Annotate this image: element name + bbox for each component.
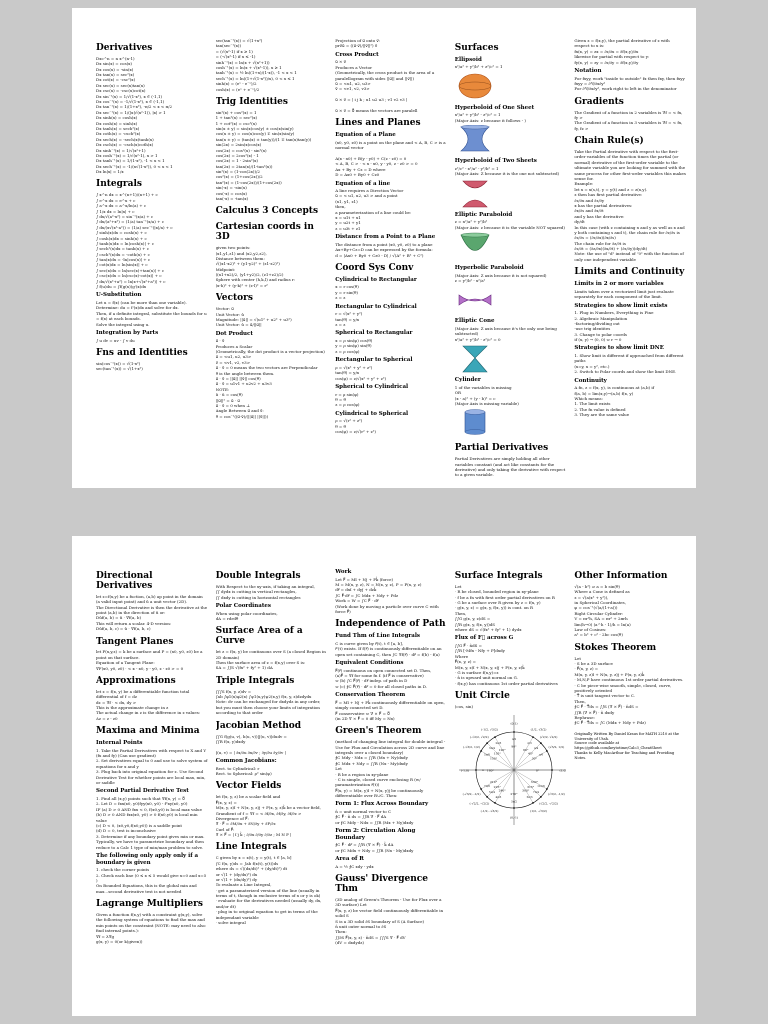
formula-text: C is curve given by r⃗(t), t ∈ [a, b], r⃗'(t) exists. If f(r⃗) is continuously differentiable on an open set containing C, then ∫C ∇f(r⃗) · dr⃗ = f(b) - f(a)	[335, 640, 442, 657]
angle-coordinate-label: (1,0)	[559, 768, 567, 773]
angle-radian-label: 3π/2	[510, 800, 517, 804]
circle-point	[551, 770, 553, 772]
ellipsoid-surface-sketch	[455, 72, 495, 102]
section-title: Green's Theorem	[335, 726, 422, 737]
angle-degree-label: 180°	[486, 768, 494, 773]
angle-coordinate-label: (1/2, -√3/2)	[529, 809, 547, 814]
angle-degree-label: 210°	[489, 780, 497, 785]
subsection-heading: Rectangular to Cylindrical	[335, 303, 417, 310]
circle-point	[513, 808, 515, 810]
formula-text: x = ρ sin(φ) cos(θ) y = ρ sin(φ) sin(θ) z = ρ cos(φ)	[335, 338, 373, 354]
subsection-heading: Ellipsoid	[454, 56, 482, 63]
formula-text: ∫ x^n dx = x^(n+1)/(n+1) + c ∫ e^x dx = e^x + c ∫ a^x dx = a^x/ln(a) + c ∫ 1/x dx = ln|x| + c ∫ dx/√(a²-x²) = sin⁻¹(x/a) + c ∫ dx/(a²+x²) = (1/a) tan⁻¹(x/a) + c ∫ dx/(x√(x²-a²)) = (1/a) sec⁻¹(|x|/a) + c ∫ sinh(x)dx = cosh(x) + c ∫ cosh(x)dx = sinh(x) + c ∫ tanh(x)dx = ln|cosh(x)| + c ∫ sech²(x)dx = tanh(x) + c ∫ csch²(x)dx = -coth(x) + c ∫ tan(x)dx = -ln|cos(x)| + c ∫ cot(x)dx = ln|sin(x)| + c ∫ sec(x)dx = ln|sec(x)+tan(x)| + c ∫ csc(x)dx = ln|csc(x)-cot(x)| + c ∫ dx/√(x²+a²) = ln|x+√(x²+a²)| + c ∫ f(u)du = ∫f(g(x))g'(x)dx	[96, 192, 173, 290]
column	[216, 38, 328, 484]
angle-radian-label: 7π/6	[483, 785, 490, 789]
section-title: Gauss' Divergence Thm	[335, 874, 428, 895]
formula-text: z = x²/a² + y²/b² (Major Axis: z because it is the variable NOT squared)	[454, 219, 565, 230]
section-title: Trig Identities	[215, 96, 288, 107]
angle-degree-label: 225°	[493, 785, 501, 790]
subsection-heading: Dot Product	[215, 330, 253, 337]
hyperboloid-two-surface-sketch	[455, 179, 495, 209]
angle-degree-label: 150°	[489, 756, 497, 761]
subsection-heading: Work	[335, 569, 352, 575]
section-title: Vectors	[215, 293, 253, 304]
angle-coordinate-label: (√2/2, -√2/2)	[539, 801, 558, 806]
circle-point	[494, 737, 496, 739]
angle-radian-label: π/2	[511, 738, 516, 742]
formula-text: Projection of u⃗ onto v⃗: prv⃗u⃗ = ((u⃗·v⃗)/||v⃗||²) v⃗	[335, 38, 381, 49]
formula-text: 1. Take the Partial Derivatives with respect to X and Y (fx and fy) (Can use gradient) 2. Set derivatives equal to 0 and use to solve system of equations for x and y 3. Plug back into original equation for z. Use Second Derivative Test for whether points are local max, min, or saddle	[96, 747, 208, 786]
formula-text: x²/a² + y²/b² + z²/c² = 1	[454, 64, 503, 70]
formula-text: let z = f(x, y) be a differentiable function total differential of f = dz dz = ∇f · < dx, dy > This is the approximate change in z The actual change in z is the difference in z values: Δz = z - z0	[96, 688, 201, 721]
subsection-heading: Equation of a Plane	[335, 132, 396, 139]
formula-text: Let F⃗ = Mî + Nĵ + Pk̂ (force) M = M(x, y, z), N = N(x, y, z), P = P(x, y, z) dr⃗ = dxî + dyĵ + dzk̂ ∫C F⃗·dr⃗ = ∫C Mdx + Ndy + Pdz Work = W = ∫C F⃗ · dr⃗ (Work done by moving a particle over curve C with force F⃗)	[335, 576, 439, 614]
angle-coordinate-label: (-√2/2, -√2/2)	[469, 801, 490, 806]
formula-text: √(a - b²) ⇒ a = b sin(θ) Where a Cone is defined as z = √(a(x² + y²)), in Spherical Coordinates, φ = cos⁻¹(√(a/(1+a))) Right Circular Cylinder: V = πr²h, SA = πr² + 2πrh lim(h→0) (a^h - 1)/h = ln(a) Law of Cosines: a² = b² + c² - 2bc cos(θ)	[574, 583, 631, 638]
formula-text: (Major Axis: Z axis because it is not squared) z = y²/b² - x²/a²	[454, 272, 547, 283]
formula-text: Take the Partial derivative with respect to the first-order variables of the function times the partial (or normal) derivative of the first-order variable to the ultimate variable you are looking for summed with the same process for other first-order variables this makes sense for. Example: let x = x(s,t), y = y(t) and z = z(x,y). z then has first partial derivative: ∂z/∂x and ∂z/∂y x has the partial derivatives: ∂x/∂s and ∂x/∂t and y has the derivative: dy/dt In this case (with z containing x and y as well as x and y both containing s and t), the chain rule for ∂z/∂s is ∂z/∂s = (∂z/∂x)(∂x/∂s) The chain rule for ∂z/∂t is ∂z/∂t = (∂z/∂x)(∂x/∂t) + (∂z/∂y)(dy/dt) Note: the use of "d" instead of "∂" with the function of only one independent variable	[574, 149, 686, 262]
angle-coordinate-label: (√3/2, -1/2)	[547, 792, 565, 797]
angle-degree-label: 270°	[510, 792, 518, 797]
section-title: Other Information	[574, 571, 668, 581]
subsection-heading: Spherical to Rectangular	[335, 330, 413, 337]
cheat-sheet-page-2	[72, 536, 696, 1016]
circle-point	[513, 732, 515, 734]
hyperboloid-two-figure	[455, 179, 567, 209]
subsection-heading: Internal Points	[96, 740, 143, 747]
angle-degree-label: 60°	[522, 748, 529, 753]
column	[335, 38, 447, 484]
subsection-heading: Cylindrical to Rectangular	[335, 276, 417, 283]
hyperboloid-one-surface-sketch	[455, 125, 495, 155]
saddle-surface-sketch	[455, 285, 495, 315]
page-1-columns	[72, 8, 696, 488]
angle-coordinate-label: (-1/2, -√3/2)	[480, 809, 499, 814]
section-title: Jacobian Method	[215, 720, 302, 731]
column	[96, 38, 208, 484]
formula-text: A line requires a Direction Vector u⃗ = < u1, u2, u3 > and a point (x1, y1, z1) then, a parameterization of a line could be: x = u1t + x1 y = u2t + y1 z = u3t + z1	[335, 188, 412, 231]
subsection-heading: Second Partial Derivative Test	[96, 788, 189, 795]
subsection-heading: Cross Product	[335, 51, 379, 58]
subsection-heading: Area of R	[335, 856, 364, 863]
angle-radian-label: 4π/3	[495, 796, 502, 800]
angle-coordinate-label: (√2/2, √2/2)	[539, 735, 558, 740]
subsection-heading: Cylinder	[454, 377, 481, 384]
column	[574, 38, 686, 484]
section-title: Integrals	[96, 179, 142, 190]
subsection-heading: Equivalent Conditions	[335, 659, 404, 666]
section-title: Calculus 3 Concepts	[215, 206, 319, 217]
angle-radian-label: π	[481, 769, 484, 773]
subsection-heading: Distance from a Point to a Plane	[335, 234, 436, 241]
angle-radian-label: 5π/3	[526, 796, 533, 800]
ellipsoid-figure	[455, 72, 567, 102]
formula-text: Dxc^n = n x^(n-1) Dx sin(x) = cos(x) Dx cos(x) = -sin(x) Dx tan(x) = sec²(x) Dx cot(x) = -csc²(x) Dx sec(x) = sec(x)tan(x) Dx csc(x) = -csc(x)cot(x) Dx sin⁻¹(x) = 1/√(1-x²), x ∈ (-1,1) Dx cos⁻¹(x) = -1/√(1-x²), x ∈ (-1,1) Dx tan⁻¹(x) = 1/(1+x²), -π/2 < x < π/2 Dx sec⁻¹(x) = 1/(|x|√(x²-1)), |x| > 1 Dx sinh(x) = cosh(x) Dx cosh(x) = sinh(x) Dx tanh(x) = sech²(x) Dx coth(x) = -csch²(x) Dx sech(x) = -sech(x)tanh(x) Dx csch(x) = -csch(x)coth(x) Dx sinh⁻¹(x) = 1/√(x²+1) Dx cosh⁻¹(x) = 1/√(x²-1), x > 1 Dx tanh⁻¹(x) = 1/(1-x²), -1 < x < 1 Dx sech⁻¹(x) = -1/(x√(1-x²)), 0 < x < 1 Dx ln|x| = 1/x	[96, 55, 173, 175]
cone-surface-sketch	[455, 344, 495, 374]
formula-text: Partial Derivatives are simply holding all other variables constant (and act like constants for the derivative) and only taking the derivative with respect to a given variable.	[454, 456, 566, 478]
unit-circle-figure	[455, 711, 567, 829]
section-title: Double Integrals	[215, 571, 301, 581]
subsection-heading: Polar Coordinates	[215, 603, 271, 610]
formula-text: Let u = f(x) (can be more than one variable). Determine: du = f'(x)dx and solve for dx. Then, if a definite integral, substitute the bounds for u = f(x) at each bounds. Solve the integral using u.	[96, 300, 207, 327]
circle-point	[540, 796, 542, 798]
page-2-columns	[72, 536, 696, 1016]
formula-text: given two points: (x1,y1,z1) and (x2,y2,z2), Distance between them: √((x1-x2)² + (y1-y2)² + (z1-z2)²) Midpoint: ((x1+x2)/2, (y1+y2)/2, (z1+z2)/2) Sphere with center (h,k,l) and radius r: (x-h)² + (y-k)² + (z-l)² = r²	[215, 245, 296, 288]
unit-circle-diagram	[455, 711, 567, 829]
angle-coordinate-label: (1/2, √3/2)	[530, 728, 547, 733]
credits-text: Originally Written By Daniel Kraus for MATH 2210 at the University of Utah. Source code available at https://github.com/keytotime/Calc3_CheatSheet Thanks to Kelly MacArthur for Teaching and Providing Notes.	[574, 731, 680, 760]
formula-text: ∫∫∫S f(x, y, z)dv = ∫ab ∫φ1(x)φ2(x) ∫ψ1(x,y)ψ2(x,y) f(x, y, z)dzdydx Note: dv can be exchanged for dxdydz in any order, but you must then choose your limits of integration according to that order	[215, 688, 321, 716]
circle-point	[532, 802, 534, 804]
paraboloid-surface-sketch	[455, 232, 495, 262]
subsection-heading: Elliptic Cone	[454, 318, 495, 325]
formula-text: sin²(x) + cos²(x) = 1 1 + tan²(x) = sec²(x) 1 + cot²(x) = csc²(x) sin(x ± y) = sin(x)cos(y) ± cos(x)sin(y) cos(x ± y) = cos(x)cos(y) ∓ sin(x)sin(y) tan(x ± y) = (tan(x) ± tan(y))/(1 ∓ tan(x)tan(y)) sin(2x) = 2sin(x)cos(x) cos(2x) = cos²(x) - sin²(x) cos(2x) = 2cos²(x) - 1 cos(2x) = 1 - 2sin²(x) tan(2x) = 2tan(x)/(1-tan²(x)) sin²(x) = (1-cos(2x))/2 cos²(x) = (1+cos(2x))/2 tan²(x) = (1-cos(2x))/(1+cos(2x)) sin(-x) = -sin(x) cos(-x) = cos(x) tan(-x) = -tan(x)	[215, 109, 312, 202]
angle-radian-label: π/3	[527, 742, 532, 746]
formula-text: Let · R be closed, bounded region in xy-plane · f be a fn with first order partial derivatives on R · G be a surface over R given by z = f(x, y) · g(x, y, z) = g(x, y, f(x, y)) is cont. on R Then, ∫∫G g(x, y, z)dS = ∫∫R g(x, y, f(x, y))dS where dS = √(fx² + fy² + 1) dydx	[454, 583, 555, 633]
column	[335, 566, 447, 1012]
subsection-heading: Elliptic Paraboloid	[454, 211, 513, 218]
angle-coordinate-label: (-√2/2, √2/2)	[469, 735, 489, 740]
subsection-heading: Fund Thm of Line Integrals	[335, 633, 421, 640]
circle-point	[475, 770, 477, 772]
formula-text: (Major Axis: Z axis because it's the only one being subtracted) x²/a² + y²/b² - z²/c² = 0	[454, 325, 557, 342]
circle-point	[494, 802, 496, 804]
angle-degree-label: 330°	[530, 780, 538, 785]
cone-figure	[455, 344, 567, 374]
subsection-heading: Continuity	[574, 377, 607, 384]
circle-point	[546, 751, 548, 753]
angle-radian-label: 7π/4	[532, 791, 539, 795]
section-title: Approximations	[96, 675, 176, 686]
formula-text: (3D analog of Green's Theorem - Use for Flux over a 3D surface) Let F⃗(x, y, z) be vector field continuously differentiable in solid S S is a 3D solid ∂S boundary of S (A Surface) n̂ unit outer normal to ∂S Then: ∫∫∂S F⃗(x, y, z) · n̂dS = ∫∫∫S ∇ · F⃗ dV (dV = dxdydz)	[335, 896, 444, 946]
formula-text: ρ = √(x² + y² + z²) tan(θ) = y/x cos(φ) = z/√(x² + y² + z²)	[335, 364, 387, 381]
formula-text: ρ = √(r² + z²) θ = θ cos(φ) = z/√(r² + z²)	[335, 418, 376, 435]
angle-radian-label: 5π/6	[483, 754, 490, 758]
angle-degree-label: 240°	[498, 789, 506, 794]
formula-text: Let · S be a 3D surface · F⃗(x, y, z) = M(x, y, z)î + N(x, y, z)ĵ + P(x, y, z)k̂ · M,N,P have continuous 1st order partial derivatives. · C be piece-wise smooth, simple, closed, curve, positively oriented · T⃗ is unit tangent vector to C. Then, ∮C F⃗ · T⃗ds = ∫∫S (∇ × F⃗) · n̂dS = ∫∫R (∇ × F⃗) · n̂ dxdy Rephrase: ∮C F⃗ · T⃗ds = ∫C (Mdx + Ndy + Pdz)	[574, 655, 684, 726]
subsection-heading: Hyperboloid of One Sheet	[454, 104, 535, 111]
angle-coordinate-label: (-√3/2, -1/2)	[462, 792, 481, 797]
formula-text: C given by x = x(t), y = y(t), t ∈ [a, b] ∫C f(x, y)ds = ∫ab f(x(t), y(t))ds where ds = √((dx/dt)² + (dy/dt)²) dt or √(1 + (dy/dx)²) dx or √(1 + (dx/dy)²) dy To evaluate a Line Integral, · get a paramaterized version of the line (usually in terms of t, though in exclusive terms of x or y is ok) · evaluate for the derivatives needed (usually dy, dx, and/or dt) · plug in to original equation to get in terms of the independant variable · solve integral	[215, 855, 322, 926]
column	[574, 566, 686, 1012]
saddle-figure	[455, 285, 567, 315]
cylinder-figure	[455, 408, 567, 438]
column	[455, 566, 567, 1012]
subsection-heading: Equation of a line	[335, 180, 391, 187]
formula-text: let F(x,y,z) = k be a surface and P = (x0, y0, z0) be a point on that surface. Equation of a Tangent Plane: ∇F(x0, y0, z0) · < x - x0, y - y0, z - z0 > = 0	[96, 649, 203, 671]
subsection-heading: Strategies to show limit DNE	[574, 345, 664, 352]
formula-text: Limits taken over a vectorized limit just evaluate separately for each component of the limit.	[574, 288, 674, 300]
formula-text: (method of changing line integral for double integral - Use for Flux and Circulation across 2D curve and line integrals over a closed boundary) ∮C Mdy - Ndx = ∫∫R (Mx + Ny)dxdy ∮C Mdx + Ndy = ∫∫R (Nx - My)dxdy Let · R be a region in xy-plane · C is simple, closed curve enclosing R (w/ paramaterization r⃗(t)) F⃗(x, y) = M(x, y)î + N(x, y)ĵ be continuously differentiable over R∪C. Then:	[335, 739, 446, 799]
formula-text: x = r cos(θ) y = r sin(θ) z = z	[335, 284, 359, 301]
paraboloid-figure	[455, 232, 567, 262]
formula-text: r = ρ sin(φ) θ = θ z = ρ cos(φ)	[335, 391, 360, 408]
cheat-sheet-page-1	[72, 8, 696, 488]
formula-text: The distance from a point (x0, y0, z0) to a plane Ax+By+Cz=D can be expressed by the formula: d = |Ax0 + By0 + Cz0 - D| / √(A² + B² + C²)	[335, 241, 433, 258]
section-title: Line Integrals	[215, 842, 287, 853]
formula-text: 1 of the variables is missing OR (x - a)² + (y - b)² = c (Major Axis is missing variable)	[454, 384, 519, 406]
formula-text: For fxyy, work "inside to outside" fx then fxy, then fxyy fxyy = ∂³f/∂x∂y² For ∂³f/∂x∂y², work right to left in the denominator	[574, 75, 685, 92]
angle-radian-label: π/6	[538, 754, 543, 758]
formula-text: F⃗(r⃗) continuous on open connected set D. Then, (a)F⃗ = ∇f for some fn f. (if F⃗ is conservative) ⇔ (b) ∫C F⃗(r⃗) · dr⃗ indep. of path in D ⇔ (c) ∮C F⃗(r⃗) · dr⃗ = 0 for all closed paths in D.	[335, 667, 432, 689]
hyperboloid-one-figure	[455, 125, 567, 155]
subsection-heading: U-Substitution	[96, 292, 142, 299]
formula-text: F⃗ = Mî + Nĵ + Pk̂ continuously differentiable on open, simply connected set D. F⃗ conservative ⇔ ∇ × F⃗ = 0⃗ (in 2D ∇ × F⃗ = 0 iff My = Nx)	[335, 699, 445, 721]
formula-text: When using polar coordinates, dA = rdrdθ	[215, 610, 278, 622]
circle-point	[546, 789, 548, 791]
angle-degree-label: 30°	[531, 756, 537, 761]
formula-text: sec(tan⁻¹(x)) = √(1+x²) tan(sec⁻¹(x)) = (√(x²-1) if x ≥ 1) = (-√(x²-1) if x ≤ -1) sinh⁻¹(x) = ln(x + √(x²+1)) cosh⁻¹(x) = ln(x + √(x²-1)), x ≥ 1 tanh⁻¹(x) = ½ ln((1+x)/(1-x)), -1 < x < 1 sech⁻¹(x) = ln((1+√(1-x²))/x), 0 < x ≤ 1 sinh(x) = (eˣ - e⁻ˣ)/2 cosh(x) = (eˣ + e⁻ˣ)/2	[215, 38, 297, 92]
column	[216, 566, 328, 1012]
section-title: Independence of Path	[335, 619, 446, 630]
circle-point	[480, 789, 482, 791]
section-title: Unit Circle	[454, 691, 510, 702]
formula-text: ∫∫G f(g(u, v), h(u, v))|J(u, v)|dudv = ∫∫R f(x, y)dxdy J(u, v) = | ∂x/∂u ∂x/∂v ; ∂y/∂u ∂y/∂v |	[215, 733, 287, 755]
formula-text: 1. check the corner points 2. Check each line (0 ≤ x ≤ 5 would give x=0 and x=5 ) On Bounded Equations, this is the global min and max...second derivative test is not needed	[96, 867, 207, 894]
formula-text: 1. Find all (x,y) points such that ∇f(x, y) = 0⃗ 2. Let D = fxx(x0, y0)fyy(x0, y0) - f²xy(x0, y0) IF (a) D > 0 AND fxx < 0, f(x0,y0) is local max value (b) D > 0 AND fxx(x0, y0) > 0 f(x0,y0) is local min value (c) D < 0, (x0,y0,f(x0,y0)) is a saddle point (d) D = 0, test is inconclusive 3. Determine if any boundary point gives min or max. Typically, we have to parametrize boundary and then reduce to a Calc 1 type of min/max problem to solve.	[96, 796, 205, 850]
formula-text: z²/c² - x²/a² - y²/b² = 1 (Major Axis: Z because it is the one not subtracted)	[454, 165, 560, 177]
formula-text: (cos, sin)	[454, 704, 474, 710]
section-title: Triple Integrals	[215, 675, 295, 686]
circle-point	[532, 737, 534, 739]
subsection-heading: Limits in 2 or more variables	[574, 281, 664, 288]
subsection-heading: Hyperboloid of Two Sheets	[454, 158, 537, 165]
formula-text: u⃗ · v⃗ Produces a Scalar (Geometrically, the dot product is a vector projection) u⃗ = <u1, u2, u3> v⃗ = <v1, v2, v3> u⃗ · v⃗ = 0 means the two vectors are Perpendicular θ is the angle between them. u⃗ · v⃗ = ||u⃗|| ||v⃗|| cos(θ) u⃗ · v⃗ = u1v1 + u2v2 + u3v3 NOTE: û · û = cos(θ) ||u⃗||² = u⃗ · u⃗ u⃗ · v⃗ = 0 when ⊥ Angle Between u⃗ and v⃗: θ = cos⁻¹((u⃗·v⃗)/(||u⃗|| ||v⃗||))	[215, 338, 325, 419]
formula-text: ∫∫G F⃗ · n̂dS = ∫∫R [-Mfx - Nfy + P]dxdy Where F⃗(x, y, z) = M(x, y, z)î + N(x, y, z)ĵ + P(x, y, z)k̂ · G is surface f(x,y)=z · n̂ is upward unit normal on G. · f(x,y) has continuous 1st order partial derivatives	[454, 643, 558, 686]
circle-point	[480, 751, 482, 753]
angle-radian-label: π/4	[533, 747, 538, 751]
subsection-heading: Strategies to show limit exists	[574, 302, 668, 309]
formula-text: Vector: u⃗ Unit Vector: û Magnitude: ||u⃗|| = √(u1² + u2² + u3²) Unit Vector: û = u⃗/||u⃗||	[215, 306, 292, 328]
angle-degree-label: 90°	[511, 745, 517, 750]
subsection-heading: Form 1: Flux Across Boundary	[335, 801, 429, 808]
section-title: Tangent Planes	[96, 636, 174, 647]
section-title: Stokes Theorem	[574, 642, 657, 653]
subsection-heading: Hyperbolic Paraboloid	[454, 265, 524, 271]
section-title: Derivatives	[96, 43, 153, 53]
cylinder-surface-sketch	[455, 408, 495, 438]
formula-text: With Respect to the xy-axis, if taking an integral, ∫∫ dydx is cutting in vertical rectangles, ∫∫ dxdy is cutting in horizontal rectangles	[215, 583, 315, 600]
formula-text: ∫ u dv = uv - ∫ v du	[96, 337, 135, 343]
subsection-heading: Spherical to Cylindrical	[335, 383, 409, 390]
subsection-heading: Flux of F⃗ across G	[454, 635, 514, 642]
formula-text: Rect. to Cylindrical: r Rect. to Spherical: ρ² sin(φ)	[215, 765, 272, 777]
formula-text: sin(cos⁻¹(x)) = √(1-x²) sec(tan⁻¹(x)) = √(1+x²)	[96, 360, 143, 372]
section-title: Limits and Continuity	[574, 267, 685, 278]
angle-radian-label: 11π/6	[537, 785, 545, 789]
formula-text: x²/a² + y²/b² - z²/c² = 1 (Major Axis: z because it follows - )	[454, 112, 526, 123]
formula-text: u⃗ × v⃗ Produces a Vector (Geometrically, the cross product is the area of a paralellogram with sides ||u⃗|| and ||v⃗||) u⃗ = <u1, u2, u3> v⃗ = <v1, v2, v3> u⃗ × v⃗ = | i j k ; u1 u2 u3 ; v1 v2 v3 | u⃗ × v⃗ = 0⃗ means the vectors are paralell	[335, 59, 435, 113]
angle-coordinate-label: (-1,0)	[460, 768, 469, 773]
circle-point	[540, 743, 542, 745]
angle-coordinate-label: (√3/2, 1/2)	[548, 745, 565, 750]
formula-text: A fn, z = f(x, y), is continuous at (a,b) if f(a, b) = lim(x,y)→(a,b) f(x, y) Which means: 1. The limit exists 2. The fn value is defined 3. They are the same value	[574, 385, 655, 418]
section-title: Gradients	[574, 96, 624, 107]
section-title: Lines and Planes	[335, 118, 421, 129]
section-title: Surfaces	[454, 43, 499, 53]
formula-text: n̂ = unit normal vector to C ∮C F⃗ · n̂ ds = ∫∫R ∇ · F⃗ dA or ∮C Mdy - Ndx = ∫∫R (Mx + Ny)dxdy	[335, 809, 414, 825]
section-title: Vector Fields	[215, 781, 282, 792]
angle-degree-label: 0°	[535, 768, 540, 773]
angle-radian-label: 3π/4	[488, 747, 495, 751]
formula-text: The Gradient of a function in 2 variables is ∇f = < fx, fy > The Gradient of a function in 3 variables is ∇f = < fx, fy, fz >	[574, 109, 683, 131]
section-title: Cartesian coords in 3D	[215, 222, 314, 243]
formula-text: A = ½ ∮C xdy - ydx	[335, 863, 374, 869]
angle-degree-label: 300°	[521, 789, 530, 794]
subsection-heading: Conservation Theorem	[335, 692, 406, 699]
section-title: Lagrange Multipliers	[96, 899, 203, 910]
circle-point	[486, 743, 488, 745]
formula-text: let z=f(x,y) be a fuction, (a,b) ap point in the domain (a valid input point) and û a unit vector (2D). The Directional Derivative is then the derivative at the point (a,b) in the direction of û or: Dûf(a, b) = û · ∇f(a, b) This will return a scalar. 4-D version: Dûf(a, b, c) = û · ∇f(a, b, c)	[96, 593, 208, 632]
angle-degree-label: 45°	[527, 752, 534, 757]
formula-text: let f(x, y, z) be a scalar field and F⃗(x, y, z) = M(x, y, z)î + N(x, y, z)ĵ + P(x, y, z)k̂ be a vector field, Grandient of f = ∇f = < ∂f/∂x, ∂f/∂y, ∂f/∂z > Divergence of F⃗: ∇ · F⃗ = ∂M/∂x + ∂N/∂y + ∂P/∂z Curl of F⃗: ∇ × F⃗ = | î ĵ k̂ ; ∂/∂x ∂/∂y ∂/∂z ; M N P |	[215, 794, 321, 838]
section-title: Surface Area of a Curve	[215, 626, 303, 647]
subsection-heading: Integration by Parts	[96, 329, 159, 336]
angle-coordinate-label: (-1/2, √3/2)	[480, 728, 498, 733]
column	[96, 566, 208, 1012]
formula-text: r = √(x² + y²) tan(θ) = y/x z = z	[335, 311, 363, 328]
section-title: Fns and Identities	[96, 347, 188, 358]
formula-text: let z = f(x, y) be continuous over S (a closed Region in 2D domain) Then the surface area of z = f(x,y) over S is: SA = ∫∫S √(fx² + fy² + 1) dA	[215, 649, 326, 671]
subsection-heading: Common Jacobians:	[215, 758, 277, 765]
angle-radian-label: 2π/3	[495, 742, 502, 746]
subsection-heading: Form 2: Circulation Along Boundary	[335, 828, 416, 841]
angle-coordinate-label: (0,1)	[510, 721, 518, 726]
section-title: Coord Sys Conv	[335, 262, 414, 273]
subsection-heading: Rectangular to Spherical	[335, 357, 413, 364]
subsection-heading: Cylindrical to Spherical	[335, 410, 409, 417]
formula-text: 1. Plug in Numbers, Everything is Fine 2. Algebraic Manipulation -factoring/dividing out -use trig identites 3. Change to polar coords if (x, y) → (0, 0) ⇔ r → 0	[574, 310, 654, 343]
formula-text: ∮C F⃗ · dr⃗ = ∫∫R (∇ × F⃗) · k̂ dA or ∮C Mdx + Ndy = ∫∫R (Nx - My)dxdy	[335, 842, 414, 853]
subsection-heading: The following only apply only if a boundary is given	[96, 852, 199, 866]
column	[455, 38, 567, 484]
section-title: Partial Derivatives	[454, 443, 549, 454]
angle-degree-label: 135°	[493, 752, 501, 757]
section-title: Chain Rule(s)	[574, 136, 644, 147]
angle-degree-label: 315°	[526, 785, 535, 790]
circle-point	[486, 796, 488, 798]
angle-degree-label: 120°	[498, 748, 506, 753]
angle-coordinate-label: (-√3/2, 1/2)	[462, 745, 480, 750]
formula-text: Given z = f(x,y), the partial derivative of z with respect to x is: fx(x, y) = zx = ∂z/∂x = ∂f(x,y)/∂x likewise for partial with respect to y: fy(x, y) = zy = ∂z/∂y = ∂f(x,y)/∂y	[574, 38, 670, 65]
formula-text: 1. Show limit is different if approached from different paths (x=y, x = y², etc.) 2. Switch to Polar coords and show the limit DNE.	[574, 353, 684, 375]
subsection-heading: Notation	[574, 67, 602, 74]
formula-text: Given a function f(x,y) with a constraint g(x,y), solve the following system of equations to find the max and min points on the constraint (NOTE: may need to also find internal points.): ∇f = λ∇g g(x, y) = 0(or k(given))	[96, 911, 206, 944]
angle-coordinate-label: (0,-1)	[509, 815, 518, 820]
section-title: Maxima and Minima	[96, 726, 200, 737]
section-title: Directional Derivatives	[96, 571, 153, 591]
formula-text: (x0, y0, z0) is a point on the plane and < A, B, C > is a normal vector A(x - x0) + B(y - y0) + C(z - z0) = 0 < A, B, C > · < x - x0, y - y0, z - z0 > = 0 Ax + By + Cz = D where D = Ax0 + By0 + Cz0	[335, 139, 446, 178]
section-title: Surface Integrals	[454, 571, 543, 581]
angle-radian-label: 5π/4	[488, 791, 495, 795]
